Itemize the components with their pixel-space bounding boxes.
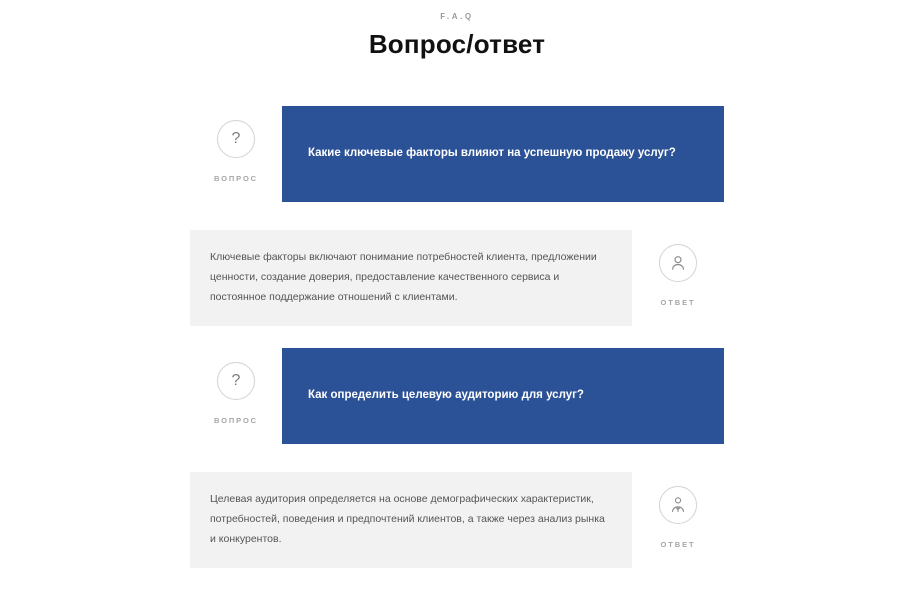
question-mark-circle-icon <box>217 120 255 158</box>
faq-header <box>0 0 914 60</box>
question-marker <box>190 106 282 183</box>
faq-question-row <box>190 348 724 444</box>
answer-marker <box>632 230 724 307</box>
faq-question-text: Как определить целевую аудиторию для услуг? <box>308 389 584 402</box>
faq-question-row <box>190 106 724 202</box>
faq-answer-row <box>190 472 724 568</box>
support-agent-icon <box>659 486 697 524</box>
answer-caption: ОТВЕТ <box>660 539 696 549</box>
question-mark-glyph: ? <box>231 130 241 147</box>
question-mark-glyph: ? <box>231 371 241 389</box>
page-title: Вопрос/ответ <box>368 29 546 59</box>
question-caption: ВОПРОС <box>213 174 258 183</box>
faq-answer-row <box>190 230 724 326</box>
faq-eyebrow: F.A.Q <box>440 12 474 21</box>
user-avatar-icon <box>659 244 697 282</box>
question-caption: ВОПРОС <box>213 415 258 425</box>
answer-caption: ОТВЕТ <box>660 298 696 307</box>
faq-answer-card <box>190 472 632 568</box>
faq-list <box>0 106 914 568</box>
question-mark-circle-icon <box>217 362 255 400</box>
faq-question-card[interactable] <box>282 106 724 202</box>
faq-question-card[interactable] <box>282 348 724 444</box>
answer-marker <box>632 472 724 549</box>
faq-question-text: Какие ключевые факторы влияют на успешную продажу услуг? <box>308 147 676 160</box>
faq-answer-card <box>190 230 632 326</box>
faq-answer-text: Ключевые факторы включают понимание потребностей клиента, предложении ценности, создание доверия, предоставление качественного сервиса и постоянное поддержание отношений с клиентами. <box>210 251 597 303</box>
faq-answer-text: Целевая аудитория определяется на основе демографических характеристик, потребностей, поведения и предпочтений клиентов, а также через анализ рынка и конкурентов. <box>210 492 605 545</box>
question-marker <box>190 348 282 425</box>
